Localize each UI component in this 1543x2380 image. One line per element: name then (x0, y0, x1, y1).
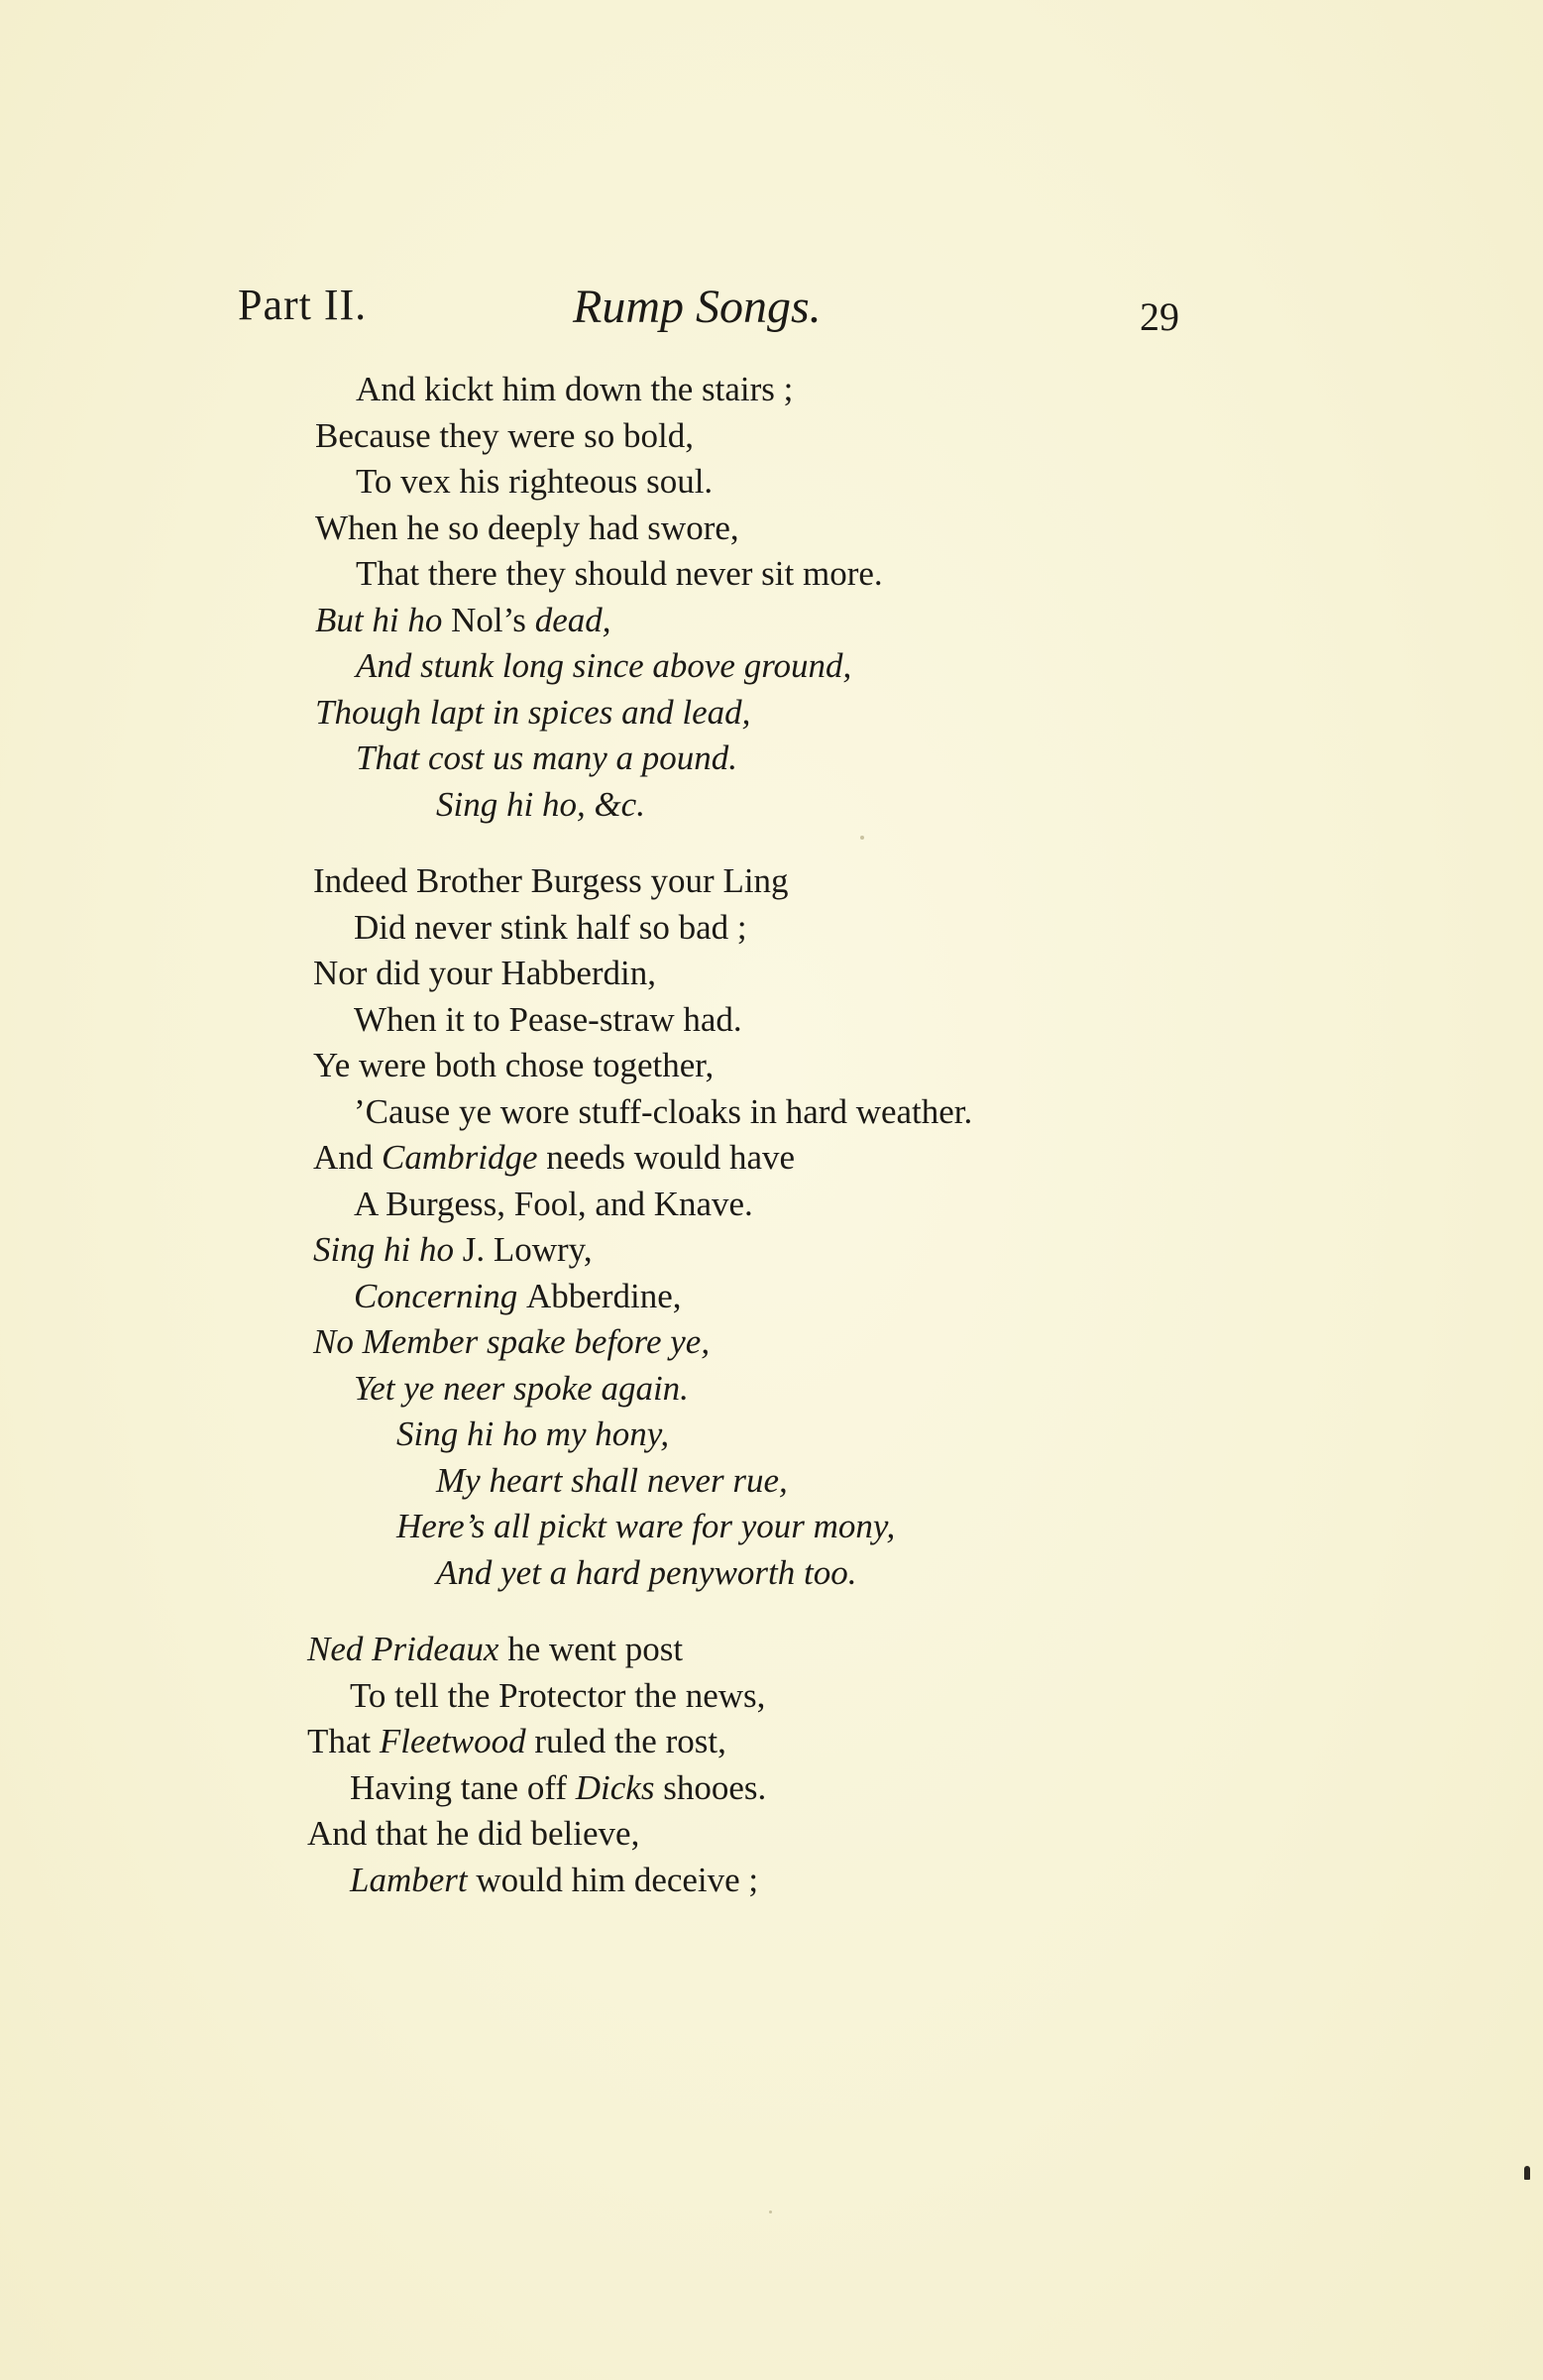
roman-text: Did never stink half so bad ; (354, 907, 747, 947)
roman-text: That (307, 1722, 380, 1760)
roman-text: And that he did believe, (307, 1814, 640, 1853)
ink-blot (1524, 2166, 1530, 2180)
italic-text: And stunk long since above ground, (356, 646, 852, 685)
verse-line (297, 1673, 1189, 1720)
italic-text: That cost us many a pound. (356, 738, 737, 777)
verse-line (297, 459, 1189, 506)
verse-line (297, 1765, 1189, 1812)
verse-line (297, 1858, 1189, 1904)
verse-line (297, 1366, 1189, 1413)
roman-text: would him deceive ; (476, 1860, 759, 1899)
stanza (297, 367, 1189, 828)
stanza (297, 858, 1189, 1596)
italic-text: Ned Prideaux (307, 1630, 508, 1668)
verse-line (297, 1412, 1189, 1458)
roman-text: ’Cause ye wore stuff-cloaks in hard weather. (354, 1091, 973, 1131)
roman-text: shooes. (663, 1767, 767, 1807)
roman-text: Ye were both chose together, (313, 1046, 715, 1084)
verse-line (297, 1458, 1189, 1505)
verse-line (297, 905, 1189, 952)
verse-line (297, 598, 1189, 644)
verse-line (297, 1719, 1189, 1765)
italic-text: No Member spake before ye, (313, 1322, 711, 1361)
roman-text: That there they should never sit more. (356, 554, 883, 593)
verse-line (297, 951, 1189, 997)
verse-line (297, 1811, 1189, 1858)
poem-body (297, 367, 1189, 1934)
verse-line (297, 1627, 1189, 1673)
running-title: Rump Songs. (573, 281, 822, 333)
paper-speck (860, 836, 864, 840)
roman-text: Abberdine, (526, 1276, 682, 1315)
roman-text: Indeed Brother Burgess your Ling (313, 861, 789, 900)
roman-text: Nol’s (451, 600, 535, 639)
roman-text: Nor did your Habberdin, (313, 954, 657, 992)
italic-text: Yet ye neer spoke again. (354, 1368, 689, 1408)
italic-text: Here’s all pickt ware for your mony, (396, 1507, 896, 1545)
verse-line (297, 1274, 1189, 1320)
verse-line (297, 1550, 1189, 1597)
italic-text: Cambridge (382, 1138, 547, 1177)
verse-line (297, 643, 1189, 690)
verse-line (297, 782, 1189, 829)
italic-text: But hi ho (315, 600, 452, 639)
roman-text: he went post (507, 1630, 684, 1668)
part-label: Part II. (238, 281, 368, 329)
verse-line (297, 1227, 1189, 1274)
verse-line (297, 551, 1189, 598)
verse-line (297, 1319, 1189, 1366)
italic-text: Sing hi ho my hony, (396, 1415, 670, 1453)
verse-line (297, 1504, 1189, 1550)
roman-text: ruled the rost, (534, 1722, 726, 1760)
roman-text: And kickt him down the stairs ; (356, 370, 794, 408)
italic-text: dead, (534, 600, 611, 639)
italic-text: Lambert (350, 1860, 477, 1899)
roman-text: To tell the Protector the news, (350, 1675, 766, 1715)
italic-text: Sing hi ho (313, 1230, 463, 1269)
verse-line (297, 367, 1189, 413)
italic-text: Dicks (575, 1767, 664, 1807)
roman-text: Because they were so bold, (315, 415, 694, 455)
stanza (297, 1627, 1189, 1903)
roman-text: J. Lowry, (462, 1230, 593, 1269)
paper-speck (769, 2210, 772, 2213)
page-number: 29 (1140, 294, 1179, 339)
italic-text: Sing hi ho, &c. (436, 784, 645, 824)
verse-line (297, 858, 1189, 905)
italic-text: Though lapt in spices and lead, (315, 692, 751, 732)
italic-text: My heart shall never rue, (436, 1460, 788, 1500)
verse-line (297, 690, 1189, 737)
roman-text: When it to Pease-straw had. (354, 999, 742, 1039)
roman-text: And (313, 1138, 383, 1177)
verse-line (297, 1089, 1189, 1136)
roman-text: Having tane off (350, 1767, 576, 1807)
verse-line (297, 997, 1189, 1044)
roman-text: When he so deeply had swore, (315, 508, 739, 547)
running-header (238, 280, 1189, 349)
italic-text: Fleetwood (379, 1722, 535, 1760)
roman-text: To vex his righteous soul. (356, 462, 714, 501)
roman-text: A Burgess, Fool, and Knave. (354, 1184, 753, 1223)
italic-text: Concerning (354, 1276, 527, 1315)
verse-line (297, 1043, 1189, 1089)
verse-line (297, 506, 1189, 552)
italic-text: And yet a hard penyworth too. (436, 1552, 857, 1592)
roman-text: needs would have (546, 1138, 796, 1177)
verse-line (297, 1182, 1189, 1228)
verse-line (297, 413, 1189, 460)
verse-line (297, 1135, 1189, 1182)
verse-line (297, 736, 1189, 782)
